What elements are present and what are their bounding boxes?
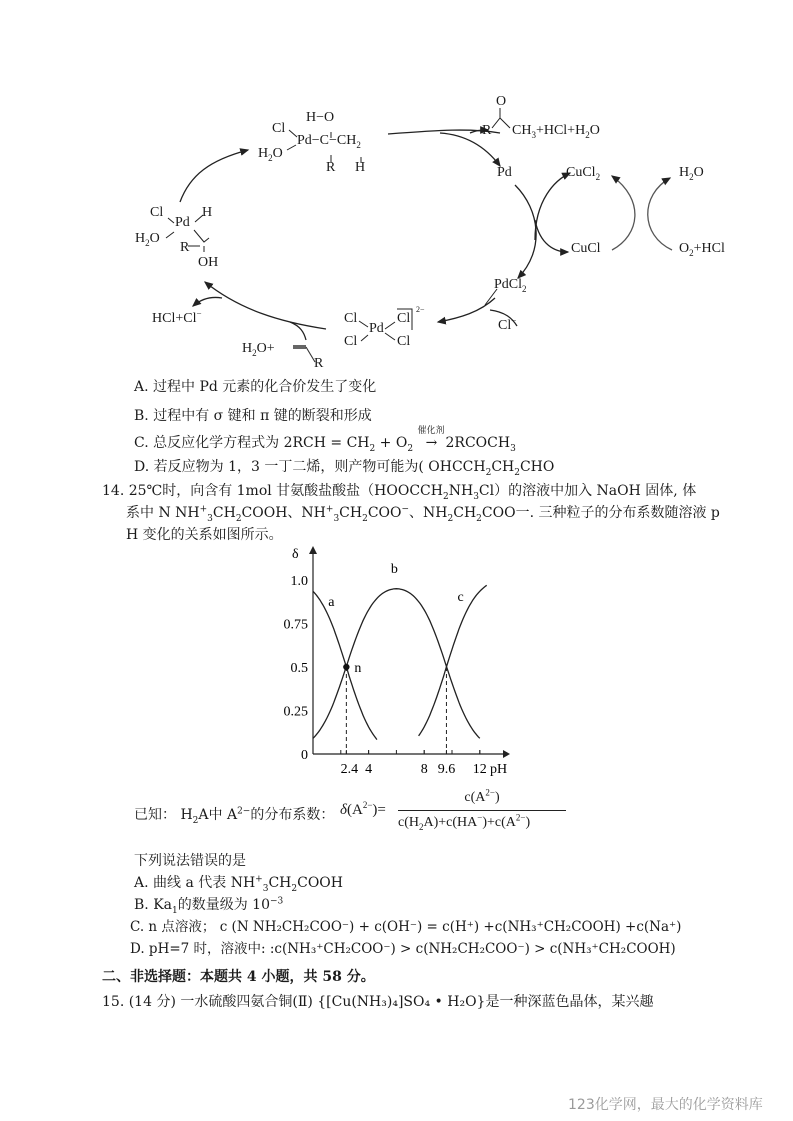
x-axis-label: pH: [490, 762, 508, 777]
arrow-o2-to-h2o: [648, 178, 672, 250]
y-axis-arrowhead: [309, 546, 317, 554]
q13-option-c: C. 总反应化学方程式为 $2RCH = CH_2 + O_2$ 催化剂 → $2RCOCH_3$: [134, 434, 516, 452]
left-intermediate-cl: Cl: [150, 205, 164, 220]
arrow-cucl-to-cucl2: [612, 176, 635, 250]
y-tick-label: 0.25: [283, 704, 308, 720]
top-intermediate-r: R: [326, 160, 336, 175]
q13-option-b: B. 过程中有 σ 键和 π 键的断裂和形成: [134, 408, 372, 424]
left-intermediate-oh: OH: [198, 255, 219, 270]
series-label-a: a: [328, 595, 335, 611]
y-tick-label: 0: [301, 748, 308, 763]
arrow-to-hcl: [193, 297, 222, 306]
curve-b: [313, 589, 480, 739]
product-ketone-o: O: [496, 94, 507, 109]
distribution-chart: [270, 540, 520, 780]
q14-option-d: D. pH=7 时，溶液中: :c(NH₃⁺CH₂COO⁻) > c(NH₂CH₂COO⁻) > c(NH₃⁺CH₂COOH): [130, 941, 676, 957]
product-ketone-r: R: [482, 123, 492, 138]
top-intermediate-ho: H−O: [306, 110, 335, 125]
series-label-b: b: [390, 562, 398, 578]
q14-prompt: 下列说法错误的是: [134, 853, 246, 869]
q14-option-b: B. $Ka_1$的数量级为 $10^{-3}$: [134, 896, 284, 916]
ketone-skeleton: [492, 108, 510, 128]
hcl-cl-label: HCl+Cl−: [152, 308, 202, 326]
x-tick-label: 9.6: [437, 762, 456, 777]
left-intermediate-pd: Pd: [175, 215, 190, 230]
x-tick-label: 2.4: [340, 762, 359, 777]
q14-option-c: C. n 点溶液； c (N NH₂CH₂COO⁻) + c(OH⁻) = c(H⁺) +c(NH₃⁺CH₂COOH) +c(Na⁺): [130, 919, 682, 935]
cl-minus-label: Cl−: [498, 315, 517, 333]
arrow-to-cucl2: [535, 173, 570, 240]
q14-stem-line1: 14. 25℃时，向含有 1mol 甘氨酸盐酸盐$(HOOCCH_2NH_3Cl)$的溶液中加入 NaOH 固体, 体: [102, 483, 697, 502]
x-tick-label: 12: [472, 762, 487, 777]
site-watermark: 123化学网，最大的化学资料库: [568, 1097, 763, 1113]
q14-stem-line2: 系中 N $NH^+_3CH_2COOH$、$NH^+_3CH_2COO^-$、$NH_2CH_2COO$一. 三种粒子的分布系数随溶液 p: [126, 504, 720, 524]
y-tick-label: 1.0: [290, 574, 308, 589]
curve-c: [419, 585, 487, 736]
arrow-complex-to-left: [205, 282, 326, 329]
q15-stem: 15. (14 分) 一水硫酸四氨合铜(Ⅱ) {[Cu(NH₃)₄]SO₄ • H₂O}是一种深蓝色晶体，某兴趣: [102, 994, 654, 1010]
h2o-plus-label: $H_2O+$: [242, 341, 275, 358]
top-intermediate-h2o: $H_2O$: [258, 146, 283, 163]
x-tick-label: 4: [365, 762, 373, 777]
o2-hcl-label: $O_2+HCl$: [679, 241, 725, 258]
complex-charge: 2−: [416, 305, 425, 314]
series-label-c: c: [457, 589, 464, 605]
q14-stem-line3: H 变化的关系如图所示。: [126, 527, 283, 543]
x-axis-arrowhead: [503, 750, 510, 758]
y-tick-label: 0.75: [283, 617, 308, 633]
left-intermediate-h: H: [202, 205, 213, 220]
q13-option-d: D. 若反应物为 1，3 一丁二烯，则产物可能为( $OHCCH_2CH_2CHO$: [134, 459, 555, 478]
top-intermediate-h: H: [355, 160, 366, 175]
alkene-double-bond: [293, 346, 306, 348]
formula-denominator: $c(H_2A)+c(HA^-)+c(A^{2-})$: [398, 812, 531, 832]
complex-cl4: Cl: [397, 334, 411, 349]
q13-option-a: A. 过程中 Pd 元素的化合价发生了变化: [134, 379, 377, 395]
left-intermediate-r: R: [180, 240, 190, 255]
pdcl2-label: PdCl$_2$: [494, 277, 527, 294]
catalyst-label: 催化剂: [417, 426, 445, 436]
product-ketone-rest: $CH_3+HCl+H_2O$: [512, 123, 600, 140]
arrow-pdcl2-to-complex: [438, 298, 495, 322]
complex-pd: Pd: [369, 321, 384, 336]
cucl-label: CuCl: [571, 241, 601, 256]
arrow-to-cucl: [535, 220, 568, 252]
reaction-arrow: →: [425, 435, 438, 451]
y-tick-label: 0.5: [290, 661, 308, 676]
formula-numerator: $c(A^{2-})$: [464, 787, 500, 805]
point-n-label: n: [354, 661, 362, 676]
complex-cl1: Cl: [344, 311, 358, 326]
top-intermediate-cl: Cl: [272, 121, 286, 136]
known-intro: 已知： $H_2A$中 $A^{2-}$的分布系数：: [134, 806, 335, 826]
arrow-pd-to-pdcl2: [515, 185, 536, 278]
left-intermediate-h2o: $H_2O$: [135, 231, 160, 248]
arrow-left-to-top: [180, 150, 248, 202]
formula-fraction-bar: [398, 810, 566, 811]
pd-label: Pd: [497, 165, 512, 180]
formula-lhs: $\delta(A^{2-})=$: [340, 800, 386, 818]
complex-cl2: Cl: [397, 311, 411, 326]
cucl2-label: CuCl$_2$: [566, 165, 601, 182]
x-tick-label: 8: [420, 762, 428, 777]
top-intermediate-chain: $Pd-C-CH_2$: [297, 133, 361, 150]
complex-cl3: Cl: [344, 334, 358, 349]
h2o-right-label: $H_2O$: [679, 165, 704, 182]
section-2-heading: 二、非选择题：本题共 4 小题，共 58 分。: [102, 969, 375, 985]
point-n-marker: [343, 664, 349, 670]
q14-option-a: A. 曲线 a 代表 $NH^+_3CH_2COOH$: [134, 874, 343, 894]
y-axis-label: δ: [292, 547, 299, 562]
alkene-r-label: R: [314, 356, 324, 371]
